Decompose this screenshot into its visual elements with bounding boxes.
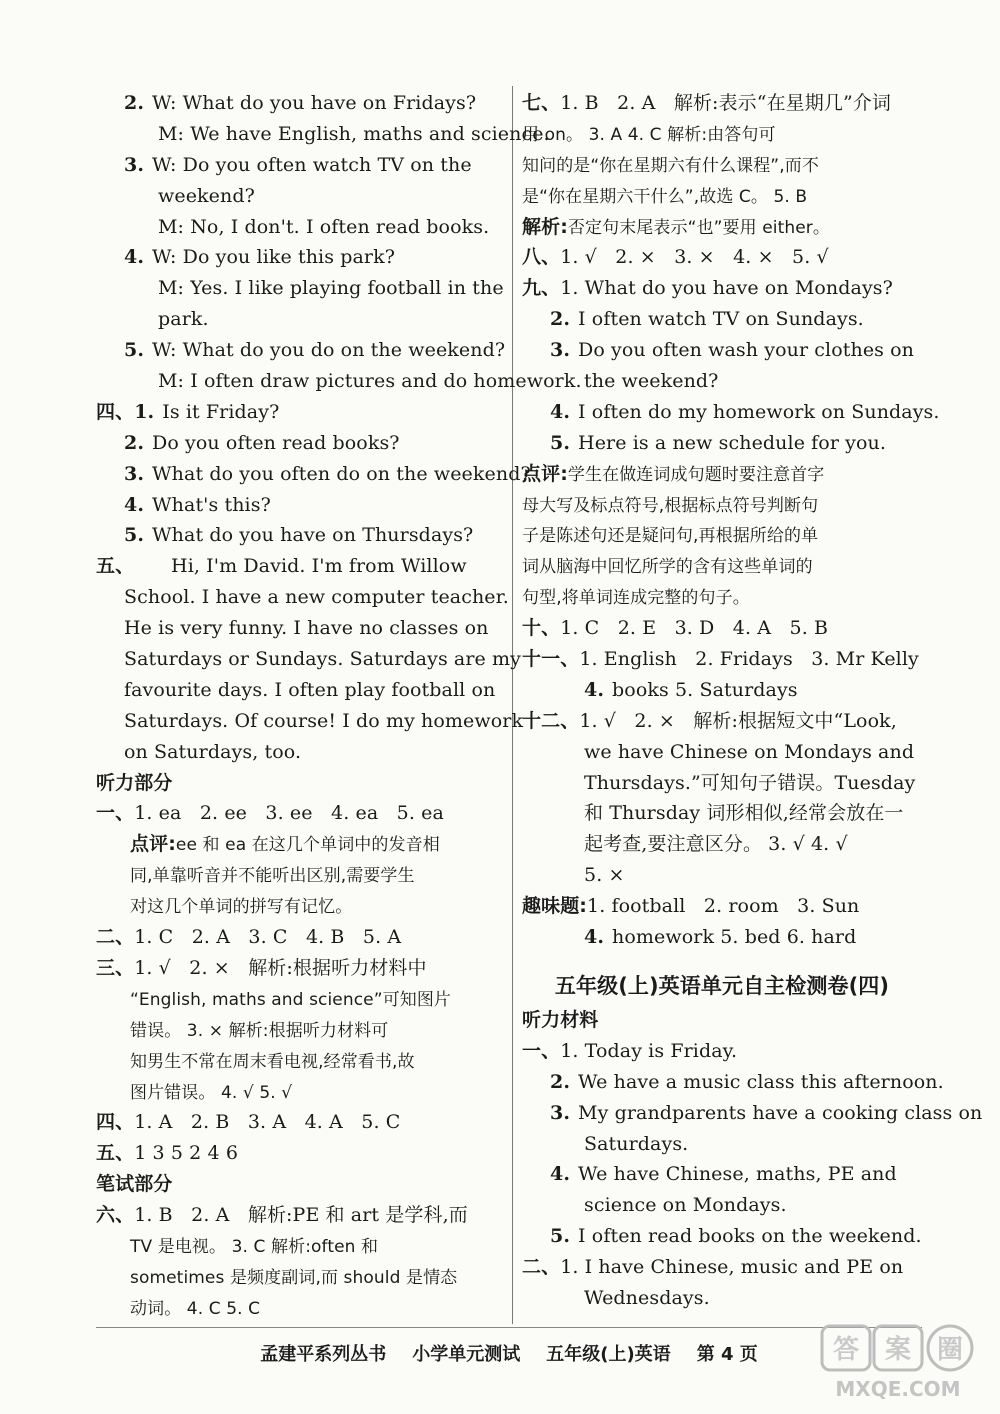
text-line — [96, 1231, 504, 1262]
line-text: homework 5. bed 6. hard — [612, 926, 857, 949]
text-line — [96, 737, 504, 768]
text-line — [96, 551, 504, 582]
item-number: 4. — [550, 1163, 571, 1186]
text-line — [522, 428, 922, 459]
right-column — [522, 88, 983, 1314]
line-text: 1. What do you have on Mondays? — [560, 277, 893, 300]
section-heading: 笔试部分 — [96, 1173, 173, 1196]
comment-label: 点评: — [522, 462, 568, 485]
line-text: What do you have on Thursdays? — [152, 524, 474, 547]
line-text: “English, maths and science”可知图片 — [130, 989, 452, 1010]
svg-text:圈: 圈 — [936, 1335, 964, 1365]
item-number: 4. — [584, 926, 605, 949]
section-title: 五年级(上)英语单元自主检测卷(四) — [554, 973, 890, 998]
line-text: the weekend? — [584, 370, 719, 393]
line-text: 同,单靠听音并不能听出区别,需要学生 — [130, 866, 415, 887]
line-text: weekend? — [158, 184, 255, 207]
section-number: 十二、 — [522, 709, 580, 732]
line-text: 1. ea 2. ee 3. ee 4. ea 5. ea — [134, 802, 444, 825]
text-line — [96, 1169, 504, 1200]
line-text: W: What do you do on the weekend? — [152, 339, 506, 362]
section-number: 七、 — [522, 92, 561, 114]
spacer — [522, 953, 922, 967]
text-line — [96, 397, 504, 428]
line-text: 母大写及标点符号,根据标点符号判断句 — [522, 495, 819, 516]
comment-label: 解析: — [522, 215, 568, 238]
text-line — [96, 459, 531, 490]
item-number: 4. — [550, 400, 571, 423]
footer-rule — [96, 1327, 922, 1328]
line-text: 词从脑海中回忆所学的含有这些单词的 — [522, 557, 813, 578]
text-line — [96, 1138, 504, 1169]
text-line — [96, 922, 504, 953]
text-line — [96, 304, 504, 335]
line-text: I often do my homework on Sundays. — [578, 400, 940, 423]
line-text: Is it Friday? — [162, 400, 280, 423]
section-heading: 听力部分 — [96, 771, 173, 794]
item-number: 2. — [550, 1070, 571, 1093]
text-line — [96, 520, 504, 551]
text-line — [522, 644, 922, 675]
text-line — [522, 150, 922, 181]
line-text: 1. √ 2. × 解析:根据听力材料中 — [134, 956, 427, 979]
text-line — [96, 366, 582, 397]
line-text: Here is a new schedule for you. — [578, 431, 887, 454]
text-line — [522, 397, 940, 428]
text-line — [522, 366, 922, 397]
line-text: M: Yes. I like playing football in the — [158, 277, 504, 300]
line-text: 错误。 3. × 解析:根据听力材料可 — [130, 1020, 389, 1041]
text-line — [522, 1252, 922, 1283]
line-text: park. — [158, 308, 209, 331]
line-text: 起考查,要注意区分。 3. √ 4. √ — [584, 833, 848, 856]
text-line — [96, 428, 504, 459]
section-number: 六、 — [96, 1204, 135, 1227]
item-number: 2. — [124, 92, 145, 114]
line-text: 1. √ 2. × 3. × 4. × 5. √ — [560, 246, 829, 269]
text-line — [522, 1005, 922, 1036]
text-line — [96, 1200, 504, 1231]
section-number: 二、 — [96, 926, 135, 949]
text-line — [522, 967, 922, 1005]
text-line — [96, 644, 521, 675]
section-number: 十、 — [522, 617, 561, 640]
text-line — [522, 675, 922, 706]
section-number: 趣味题: — [522, 895, 587, 918]
line-text: 知男生不常在周末看电视,经常看书,故 — [130, 1051, 415, 1072]
section-number: 三、 — [96, 956, 135, 979]
text-line — [96, 119, 550, 150]
line-text: 用 on。 3. A 4. C 解析:由答句可 — [522, 124, 776, 145]
item-number: 4. — [124, 493, 145, 516]
text-line — [522, 459, 922, 490]
line-text: 知问的是“你在星期六有什么课程”,而不 — [522, 155, 819, 176]
item-number: 4. — [124, 246, 145, 269]
text-line — [522, 273, 922, 304]
comment-label: 点评: — [130, 833, 176, 856]
line-text: 句型,将单词连成完整的句子。 — [522, 588, 750, 609]
item-number: 3. — [550, 1101, 571, 1124]
item-number: 5. — [550, 431, 571, 454]
text-line — [96, 675, 504, 706]
line-text: We have Chinese, maths, PE and — [578, 1163, 897, 1186]
line-text: What's this? — [152, 493, 271, 516]
text-line — [522, 1129, 922, 1160]
line-text: Do you often wash your clothes on — [578, 339, 915, 362]
text-line — [522, 737, 922, 768]
footer-book: 小学单元测试 — [412, 1344, 521, 1365]
line-text: Do you often read books? — [152, 431, 400, 454]
text-line — [96, 891, 504, 922]
line-text: My grandparents have a cooking class on — [578, 1101, 983, 1124]
line-text: M: We have English, maths and science. — [158, 122, 550, 145]
text-line — [522, 490, 922, 521]
text-line — [522, 1098, 983, 1129]
line-text: We have a music class this afternoon. — [578, 1070, 944, 1093]
line-text: 1. I have Chinese, music and PE on — [560, 1256, 904, 1279]
line-text: Saturdays. — [584, 1132, 689, 1155]
line-text: Hi, I'm David. I'm from Willow — [134, 555, 467, 578]
line-text: 1. A 2. B 3. A 4. A 5. C — [134, 1111, 401, 1134]
item-number: 3. — [550, 339, 571, 362]
text-line — [522, 335, 922, 366]
section-number: 十一、 — [522, 648, 580, 671]
text-line — [96, 1077, 504, 1108]
item-number: 3. — [124, 153, 145, 176]
line-text: favourite days. I often play football on — [124, 678, 496, 701]
line-text: M: No, I don't. I often read books. — [158, 215, 490, 238]
text-line — [96, 335, 504, 366]
section-number: 一、 — [96, 802, 135, 825]
line-text: we have Chinese on Mondays and — [584, 740, 915, 763]
text-line — [522, 891, 922, 922]
line-text: Saturdays or Sundays. Saturdays are my — [124, 648, 521, 671]
text-line — [522, 212, 922, 243]
section-number: 五、 — [96, 555, 135, 578]
line-text: 1. football 2. room 3. Sun — [587, 895, 860, 918]
line-text: on Saturdays, too. — [124, 740, 302, 763]
section-number: 二、 — [522, 1256, 561, 1279]
text-line — [522, 551, 922, 582]
line-text: 1. C 2. E 3. D 4. A 5. B — [560, 617, 829, 640]
item-number: 1. — [134, 400, 155, 423]
item-number: 4. — [584, 678, 605, 701]
text-line — [522, 88, 922, 119]
text-line — [96, 768, 504, 799]
line-text: Saturdays. Of course! I do my homework — [124, 709, 524, 732]
text-line — [96, 798, 504, 829]
line-text: I often watch TV on Sundays. — [578, 308, 864, 331]
text-line — [96, 181, 504, 212]
item-number: 5. — [124, 524, 145, 547]
line-text: 学生在做连词成句题时要注意首字 — [567, 464, 825, 485]
text-line — [96, 1046, 504, 1077]
text-line — [522, 520, 922, 551]
line-text: 1. C 2. A 3. C 4. B 5. A — [134, 926, 402, 949]
line-text: 对这几个单词的拼写有记忆。 — [130, 897, 353, 918]
footer-page: 第 4 页 — [696, 1344, 758, 1365]
text-line — [522, 1283, 922, 1314]
watermark-text: MXQE.COM — [835, 1377, 961, 1401]
svg-text:答: 答 — [832, 1335, 860, 1365]
text-line — [522, 706, 922, 737]
section-heading: 听力材料 — [522, 1008, 599, 1031]
text-line — [522, 1190, 922, 1221]
line-text: books 5. Saturdays — [612, 678, 798, 701]
svg-text:案: 案 — [884, 1335, 912, 1365]
text-line — [96, 613, 504, 644]
text-line — [522, 181, 922, 212]
text-line — [96, 706, 524, 737]
page-footer — [96, 1333, 922, 1373]
text-line — [96, 490, 504, 521]
text-line — [522, 922, 922, 953]
text-line — [96, 860, 504, 891]
section-number: 四、 — [96, 1111, 135, 1134]
line-text: 是“你在星期六干什么”,故选 C。 5. B — [522, 186, 808, 207]
section-number: 九、 — [522, 277, 561, 300]
text-line — [96, 1107, 504, 1138]
text-line — [522, 1159, 922, 1190]
line-text: 1. English 2. Fridays 3. Mr Kelly — [579, 648, 919, 671]
text-line — [96, 88, 504, 119]
line-text: 和 Thursday 词形相似,经常会放在一 — [584, 802, 904, 825]
text-line — [96, 829, 504, 860]
text-line — [96, 953, 504, 984]
text-line — [522, 860, 922, 891]
line-text: W: Do you often watch TV on the — [152, 153, 472, 176]
line-text: School. I have a new computer teacher. — [124, 586, 509, 609]
text-line — [522, 242, 922, 273]
line-text: M: I often draw pictures and do homework. — [158, 370, 582, 393]
text-line — [96, 273, 504, 304]
line-text: 5. × — [584, 864, 625, 887]
item-number: 5. — [550, 1225, 571, 1248]
text-line — [522, 798, 922, 829]
text-line — [522, 1067, 944, 1098]
section-number: 一、 — [522, 1039, 561, 1062]
line-text: 1. B 2. A 解析:PE 和 art 是学科,而 — [134, 1204, 468, 1227]
text-line — [96, 984, 504, 1015]
section-number: 五、 — [96, 1142, 135, 1165]
line-text: I often read books on the weekend. — [578, 1225, 922, 1248]
text-line — [522, 304, 922, 335]
text-line — [522, 582, 922, 613]
line-text: ee 和 ea 在这几个单词中的发音相 — [175, 835, 440, 856]
text-line — [522, 613, 922, 644]
text-line — [522, 768, 922, 799]
text-line — [522, 1221, 922, 1252]
text-line — [96, 1293, 504, 1324]
line-text: 否定句末尾表示“也”要用 either。 — [567, 217, 830, 238]
text-line — [522, 829, 922, 860]
text-line — [96, 242, 504, 273]
footer-grade: 五年级(上)英语 — [546, 1344, 671, 1365]
line-text: 1. √ 2. × 解析:根据短文中“Look, — [579, 709, 897, 732]
item-number: 2. — [550, 308, 571, 331]
line-text: TV 是电视。 3. C 解析:often 和 — [130, 1236, 379, 1257]
watermark-logo-icon — [814, 1320, 982, 1404]
line-text: 1. Today is Friday. — [560, 1039, 738, 1062]
line-text: Thursdays.”可知句子错误。Tuesday — [584, 771, 916, 794]
line-text: 1. B 2. A 解析:表示“在星期几”介词 — [560, 92, 891, 114]
line-text: W: Do you like this park? — [152, 246, 395, 269]
section-number: 四、 — [96, 400, 135, 423]
text-line — [96, 150, 504, 181]
text-line — [96, 212, 504, 243]
section-number: 八、 — [522, 246, 561, 269]
line-text: science on Mondays. — [584, 1194, 787, 1217]
item-number: 2. — [124, 431, 145, 454]
line-text: 1 3 5 2 4 6 — [134, 1142, 239, 1165]
line-text: He is very funny. I have no classes on — [124, 617, 489, 640]
watermark — [814, 1320, 982, 1404]
text-line — [96, 582, 509, 613]
item-number: 5. — [124, 339, 145, 362]
line-text: sometimes 是频度副词,而 should 是情态 — [130, 1267, 458, 1288]
line-text: Wednesdays. — [584, 1286, 710, 1309]
line-text: 图片错误。 4. √ 5. √ — [130, 1082, 293, 1103]
item-number: 3. — [124, 462, 145, 485]
text-line — [522, 1036, 922, 1067]
footer-series: 孟建平系列丛书 — [260, 1344, 387, 1365]
line-text: What do you often do on the weekend? — [152, 462, 531, 485]
line-text: 子是陈述句还是疑问句,再根据所给的单 — [522, 526, 819, 547]
text-line — [522, 119, 922, 150]
line-text: 动词。 4. C 5. C — [130, 1298, 261, 1319]
line-text: W: What do you have on Fridays? — [152, 92, 477, 114]
text-line — [96, 1015, 504, 1046]
text-line — [96, 1262, 504, 1293]
